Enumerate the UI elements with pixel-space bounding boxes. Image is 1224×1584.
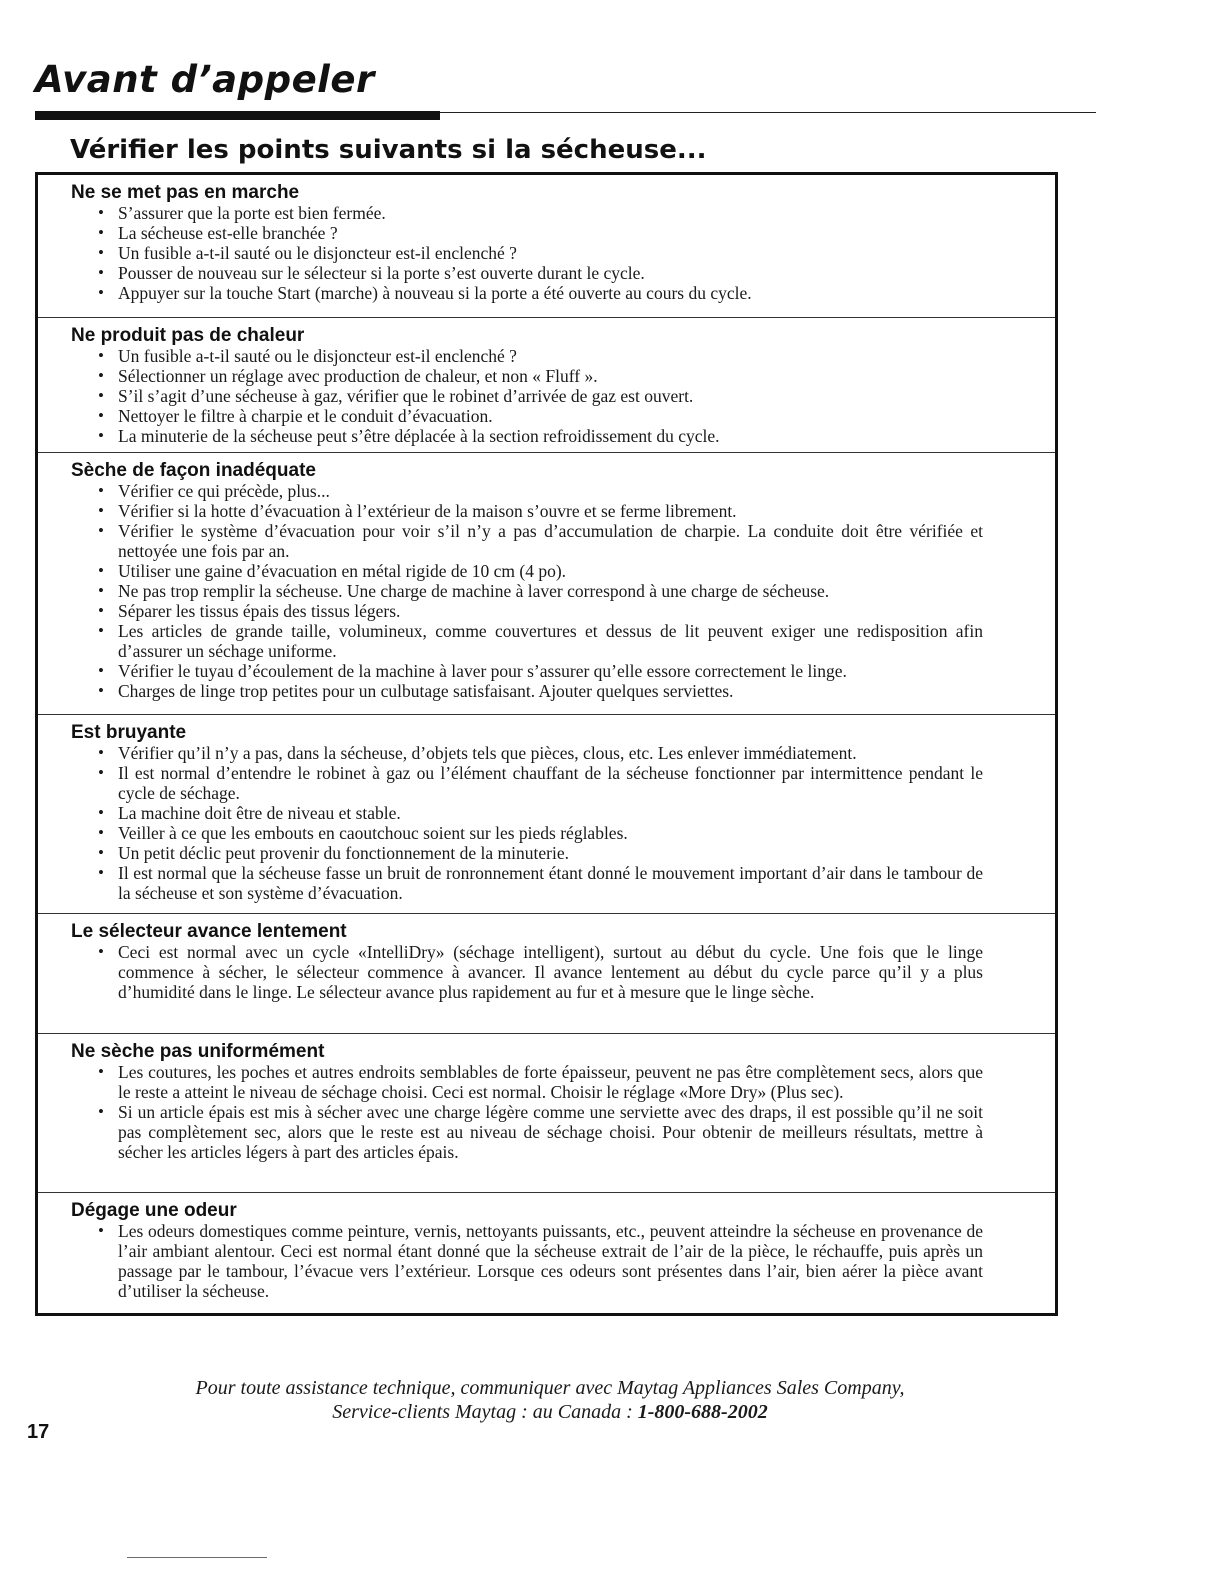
tip-item — [71, 942, 983, 1002]
tip-text: Vérifier le système d’évacuation pour voir s’il n’y a pas d’accumulation de charpie. La conduite doit être vérifiée et nettoyée une fois par an. — [118, 521, 983, 561]
bullet-icon: • — [98, 263, 104, 282]
tip-text: Il est normal d’entendre le robinet à gaz ou l’élément chauffant de la sécheuse fonctionner par intermittence pendant le cycle de séchage. — [118, 763, 983, 803]
tip-text: Un petit déclic peut provenir du fonctionnement de la minuterie. — [118, 843, 569, 863]
tip-text: Les coutures, les poches et autres endroits semblables de forte épaisseur, peuvent ne pas être complètement secs, alors que le reste a atteint le niveau de séchage choisi. Ceci est normal. Choisir le réglage «More Dry» (Plus sec). — [118, 1062, 983, 1102]
tip-item — [71, 1062, 983, 1102]
tip-list — [71, 1221, 983, 1301]
tip-text: Les articles de grande taille, volumineux, comme couvertures et dessus de lit peuvent exiger une redisposition afin d’assurer un séchage uniforme. — [118, 621, 983, 661]
tip-text: Vérifier si la hotte d’évacuation à l’extérieur de la maison s’ouvre et se ferme librement. — [118, 501, 737, 521]
bullet-icon: • — [98, 863, 104, 882]
tip-item — [71, 621, 983, 661]
bullet-icon: • — [98, 763, 104, 782]
tip-text: S’il s’agit d’une sécheuse à gaz, vérifier que le robinet d’arrivée de gaz est ouvert. — [118, 386, 694, 406]
tip-item — [71, 803, 983, 823]
tip-text: La machine doit être de niveau et stable. — [118, 803, 401, 823]
tip-item — [71, 561, 983, 581]
tip-text: Ne pas trop remplir la sécheuse. Une charge de machine à laver correspond à une charge de sécheuse. — [118, 581, 830, 601]
bullet-icon: • — [98, 1062, 104, 1081]
bullet-icon: • — [98, 283, 104, 302]
problem-block-bruyante — [38, 714, 1055, 903]
scan-mark-line — [127, 1557, 267, 1558]
tip-item — [71, 283, 983, 303]
tip-list — [71, 203, 983, 303]
bullet-icon: • — [98, 501, 104, 520]
tip-item — [71, 581, 983, 601]
page-number: 17 — [27, 1421, 50, 1443]
bullet-icon: • — [98, 601, 104, 620]
problem-title: Le sélecteur avance lentement — [71, 921, 347, 942]
problem-title: Sèche de façon inadéquate — [71, 460, 316, 481]
tip-item — [71, 763, 983, 803]
tip-item — [71, 843, 983, 863]
tip-text: Utiliser une gaine d’évacuation en métal rigide de 10 cm (4 po). — [118, 561, 567, 581]
tip-item — [71, 481, 983, 501]
tip-item — [71, 406, 983, 426]
tip-item — [71, 1221, 983, 1301]
tip-text: Appuyer sur la touche Start (marche) à nouveau si la porte a été ouverte au cours du cycle. — [118, 283, 752, 303]
bullet-icon: • — [98, 366, 104, 385]
support-contact-note — [100, 1376, 1000, 1424]
tip-list — [71, 743, 983, 903]
tip-item — [71, 366, 983, 386]
bullet-icon: • — [98, 621, 104, 640]
tip-item — [71, 743, 983, 763]
bullet-icon: • — [98, 521, 104, 540]
tip-text: Un fusible a-t-il sauté ou le disjoncteur est-il enclenché ? — [118, 346, 517, 366]
problem-title: Ne se met pas en marche — [71, 182, 300, 203]
tip-item — [71, 601, 983, 621]
bullet-icon: • — [98, 942, 104, 961]
bullet-icon: • — [98, 661, 104, 680]
page-title: Avant d’appeler — [35, 58, 375, 101]
bullet-icon: • — [98, 1102, 104, 1121]
tip-text: Un fusible a-t-il sauté ou le disjoncteur est-il enclenché ? — [118, 243, 517, 263]
bullet-icon: • — [98, 406, 104, 425]
problem-block-selecteur-lent — [38, 913, 1055, 1002]
problem-block-seche-inegal — [38, 1033, 1055, 1162]
problem-title: Est bruyante — [71, 722, 187, 743]
bullet-icon: • — [98, 243, 104, 262]
bullet-icon: • — [98, 223, 104, 242]
support-line-2 — [100, 1400, 1000, 1424]
tip-item — [71, 501, 983, 521]
bullet-icon: • — [98, 1221, 104, 1240]
troubleshooting-box — [35, 172, 1058, 1316]
bullet-icon: • — [98, 843, 104, 862]
support-line-1: Pour toute assistance technique, communiquer avec Maytag Appliances Sales Company, — [195, 1377, 905, 1399]
bullet-icon: • — [98, 481, 104, 500]
tip-item — [71, 223, 983, 243]
problem-block-odeur — [38, 1192, 1055, 1301]
tip-text: Si un article épais est mis à sécher avec une charge légère comme une serviette avec des draps, il est possible qu’il ne soit pas complètement sec, alors que le reste est au niveau de séchage choisi. Pour obtenir de meilleurs résultats, mettre à sécher les articles légers à part des articles épais. — [118, 1102, 983, 1162]
tip-item — [71, 426, 983, 446]
tip-text: Nettoyer le filtre à charpie et le conduit d’évacuation. — [118, 406, 493, 426]
bullet-icon: • — [98, 823, 104, 842]
tip-item — [71, 681, 983, 701]
tip-text: Séparer les tissus épais des tissus légers. — [118, 601, 401, 621]
problem-block-pas-de-chaleur — [38, 317, 1055, 446]
tip-list — [71, 481, 983, 701]
tip-text: Pousser de nouveau sur le sélecteur si la porte s’est ouverte durant le cycle. — [118, 263, 645, 283]
tip-text: Vérifier qu’il n’y a pas, dans la sécheuse, d’objets tels que pièces, clous, etc. Les enlever immédiatement. — [118, 743, 857, 763]
problem-title: Dégage une odeur — [71, 1200, 237, 1221]
support-phone-number: 1-800-688-2002 — [637, 1401, 768, 1423]
problem-title: Ne sèche pas uniformément — [71, 1041, 325, 1062]
tip-item — [71, 1102, 983, 1162]
problem-block-ne-demarre-pas — [38, 175, 1055, 303]
bullet-icon: • — [98, 581, 104, 600]
tip-item — [71, 823, 983, 843]
tip-item — [71, 243, 983, 263]
tip-list — [71, 1062, 983, 1162]
tip-text: Sélectionner un réglage avec production de chaleur, et non « Fluff ». — [118, 366, 598, 386]
problem-block-seche-mal — [38, 452, 1055, 701]
tip-item — [71, 386, 983, 406]
bullet-icon: • — [98, 681, 104, 700]
bullet-icon: • — [98, 346, 104, 365]
tip-item — [71, 263, 983, 283]
support-label: Service-clients Maytag : au Canada : — [332, 1401, 633, 1423]
tip-item — [71, 863, 983, 903]
title-underline-thin — [440, 112, 1096, 113]
tip-text: Ceci est normal avec un cycle «IntelliDry» (séchage intelligent), surtout au début du cycle. Une fois que le linge commence à sécher, le sélecteur commence à avancer. Il avance lentement au début du cycle parce qu’il y a plus d’humidité dans le linge. Le sélecteur avance plus rapidement au fur et à mesure que le linge sèche. — [118, 942, 983, 1002]
bullet-icon: • — [98, 203, 104, 222]
tip-text: Vérifier le tuyau d’écoulement de la machine à laver pour s’assurer qu’elle essore correctement le linge. — [118, 661, 847, 681]
problem-title: Ne produit pas de chaleur — [71, 325, 305, 346]
tip-item — [71, 346, 983, 366]
tip-item — [71, 661, 983, 681]
bullet-icon: • — [98, 561, 104, 580]
tip-text: Vérifier ce qui précède, plus... — [118, 481, 330, 501]
tip-text: S’assurer que la porte est bien fermée. — [118, 203, 386, 223]
section-heading: Vérifier les points suivants si la sécheuse... — [70, 135, 707, 165]
tip-text: La sécheuse est-elle branchée ? — [118, 223, 338, 243]
tip-item — [71, 203, 983, 223]
tip-item — [71, 521, 983, 561]
tip-list — [71, 346, 983, 446]
tip-text: Les odeurs domestiques comme peinture, vernis, nettoyants puissants, etc., peuvent atteindre la sécheuse en provenance de l’air ambiant alentour. Ceci est normal étant donné que la sécheuse extrait de l’air de la pièce, le réchauffe, puis après un passage par le tambour, l’évacue vers l’extérieur. Lorsque ces odeurs sont présentes dans l’air, bien aérer la pièce avant d’utiliser la sécheuse. — [118, 1221, 983, 1301]
tip-text: La minuterie de la sécheuse peut s’être déplacée à la section refroidissement du cycle. — [118, 426, 720, 446]
title-underline-thick — [35, 111, 440, 120]
bullet-icon: • — [98, 803, 104, 822]
bullet-icon: • — [98, 743, 104, 762]
tip-text: Charges de linge trop petites pour un culbutage satisfaisant. Ajouter quelques serviettes. — [118, 681, 734, 701]
tip-text: Veiller à ce que les embouts en caoutchouc soient sur les pieds réglables. — [118, 823, 628, 843]
tip-list — [71, 942, 983, 1002]
tip-text: Il est normal que la sécheuse fasse un bruit de ronronnement étant donné le mouvement important d’air dans le tambour de la sécheuse et son système d’évacuation. — [118, 863, 983, 903]
bullet-icon: • — [98, 386, 104, 405]
bullet-icon: • — [98, 426, 104, 445]
